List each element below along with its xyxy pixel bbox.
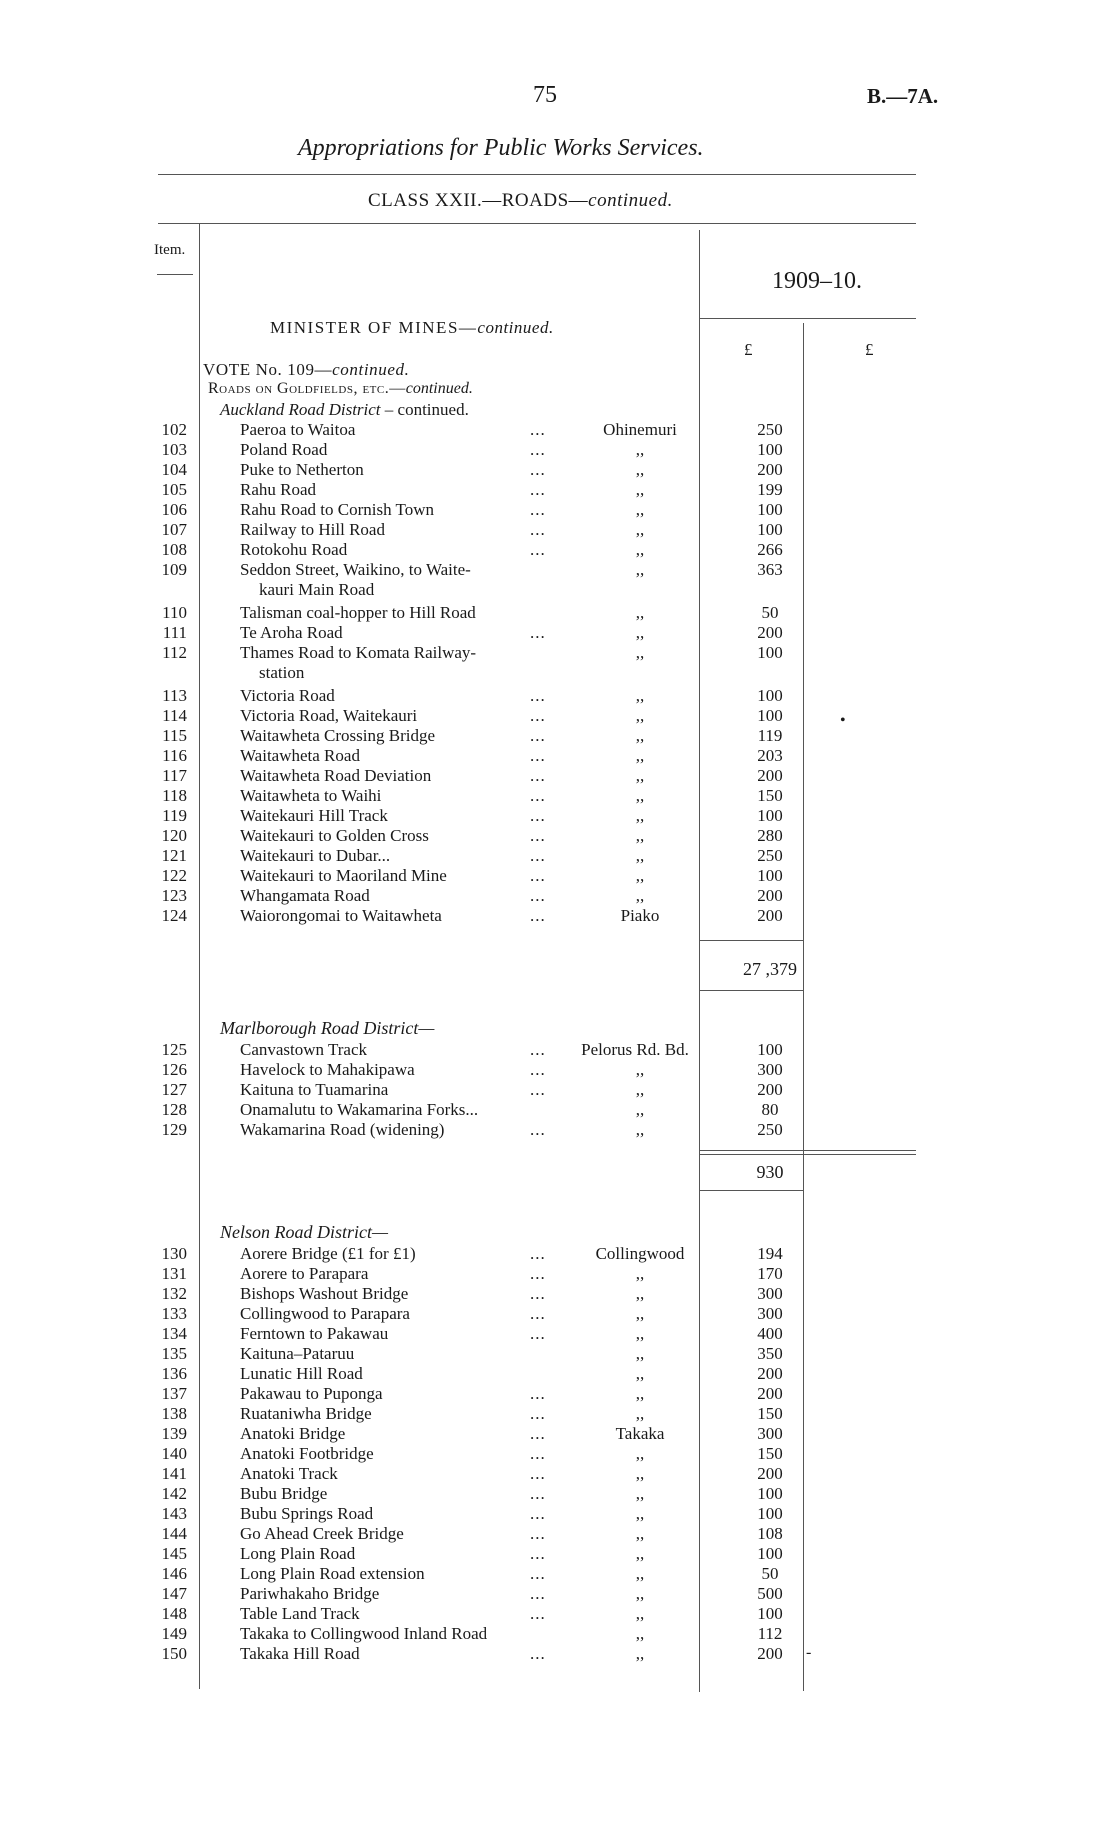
table-row: 129 Wakamarina Road (widening) ... ,, 250	[161, 1120, 783, 1139]
table-row: 121 Waitekauri to Dubar... ... ,, 250	[161, 846, 783, 865]
table-row: 127 Kaituna to Tuamarina ... ,, 200	[161, 1080, 783, 1099]
rule-under-heading	[158, 223, 916, 224]
table-row: 144 Go Ahead Creek Bridge ... ,, 108	[161, 1524, 783, 1543]
table-row: 139 Anatoki Bridge ... Takaka 300	[161, 1424, 783, 1443]
table-row: 142 Bubu Bridge ... ,, 100	[161, 1484, 783, 1503]
table-row: 108 Rotokohu Road ... ,, 266	[161, 540, 783, 559]
year-column-header: 1909–10.	[772, 268, 862, 294]
table-row: 148 Table Land Track ... ,, 100	[161, 1604, 783, 1623]
row-continuation: station	[259, 663, 305, 682]
district-total-marlborough: 930	[756, 1162, 784, 1182]
table-row: 132 Bishops Washout Bridge ... ,, 300	[161, 1284, 783, 1303]
subtotal-rule	[700, 1190, 803, 1191]
table-row: 140 Anatoki Footbridge ... ,, 150	[161, 1444, 783, 1463]
table-row: 130 Aorere Bridge (£1 for £1) ... Collingwood 194	[161, 1244, 783, 1263]
district-heading-marlborough: Marlborough Road District—	[220, 1018, 435, 1038]
table-row: 109 Seddon Street, Waikino, to Waite- ,, 363	[161, 560, 783, 579]
district-heading-auckland: Auckland Road District – continued.	[220, 400, 469, 419]
year-header-rule	[700, 318, 916, 319]
subtotal-rule	[700, 1150, 916, 1151]
table-row: 150 Takaka Hill Road ... ,, 200	[161, 1644, 783, 1663]
table-row: 118 Waitawheta to Waihi ... ,, 150	[162, 786, 783, 805]
page-number: 75	[533, 82, 557, 108]
table-row: 125 Canvastown Track ... Pelorus Rd. Bd. 100	[161, 1040, 783, 1059]
table-row: 134 Ferntown to Pakawau ... ,, 400	[161, 1324, 783, 1343]
table-row: 138 Ruataniwha Bridge ... ,, 150	[161, 1404, 783, 1423]
item-header-rule	[157, 274, 193, 275]
table-row: 119 Waitekauri Hill Track ... ,, 100	[162, 806, 783, 825]
table-row: 111 Te Aroha Road ... ,, 200	[162, 623, 783, 642]
table-row: 135 Kaituna–Pataruu ,, 350	[161, 1344, 783, 1363]
page-title: Appropriations for Public Works Services.	[298, 135, 704, 161]
table-row: 117 Waitawheta Road Deviation ... ,, 200	[162, 766, 783, 785]
subtotal-rule	[700, 1154, 916, 1155]
table-row: 122 Waitekauri to Maoriland Mine ... ,, 100	[161, 866, 783, 885]
table-row: 124 Waiorongomai to Waitawheta ... Piako 200	[161, 906, 783, 925]
table-row: 115 Waitawheta Crossing Bridge ... ,, 119	[162, 726, 783, 745]
table-row: 104 Puke to Netherton ... ,, 200	[161, 460, 783, 479]
table-row: 133 Collingwood to Parapara ... ,, 300	[161, 1304, 783, 1323]
table-row: 131 Aorere to Parapara ... ,, 170	[161, 1264, 783, 1283]
table-row: 105 Rahu Road ... ,, 199	[161, 480, 783, 499]
print-dot-mark: •	[840, 712, 846, 729]
table-row: 146 Long Plain Road extension ... ,, 50	[161, 1564, 779, 1583]
currency-header-2: £	[865, 340, 874, 359]
vote-heading: VOTE No. 109—continued.	[203, 360, 410, 379]
table-row: 128 Onamalutu to Wakamarina Forks... ,, 80	[161, 1100, 779, 1119]
table-row: 113 Victoria Road ... ,, 100	[162, 686, 783, 705]
table-row: 102 Paeroa to Waitoa ... Ohinemuri 250	[161, 420, 783, 439]
table-row: 141 Anatoki Track ... ,, 200	[161, 1464, 783, 1483]
district-total-auckland: 27 ,379	[743, 959, 797, 979]
table-row: 123 Whangamata Road ... ,, 200	[161, 886, 783, 905]
table-row: 103 Poland Road ... ,, 100	[161, 440, 783, 459]
subtotal-rule	[700, 990, 803, 991]
table-row: 116 Waitawheta Road ... ,, 203	[162, 746, 783, 765]
table-row: 110 Talisman coal-hopper to Hill Road ,, 50	[162, 603, 779, 622]
table-row: 106 Rahu Road to Cornish Town ... ,, 100	[161, 500, 783, 519]
table-row: 120 Waitekauri to Golden Cross ... ,, 280	[161, 826, 783, 845]
document-reference: B.—7A.	[867, 84, 939, 108]
row-continuation: kauri Main Road	[259, 580, 375, 599]
table-row: 149 Takaka to Collingwood Inland Road ,, 112	[161, 1624, 783, 1643]
class-heading: CLASS XXII.—ROADS—continued.	[368, 190, 673, 211]
table-row: 147 Pariwhakaho Bridge ... ,, 500	[161, 1584, 783, 1603]
table-row: 137 Pakawau to Puponga ... ,, 200	[161, 1384, 783, 1403]
rule-top	[158, 174, 916, 175]
table-row: 136 Lunatic Hill Road ,, 200	[161, 1364, 783, 1383]
table-row: 126 Havelock to Mahakipawa ... ,, 300	[161, 1060, 783, 1079]
table-row: 114 Victoria Road, Waitekauri ... ,, 100	[162, 706, 783, 725]
currency-header-1: £	[744, 340, 753, 359]
subtotal-rule	[700, 940, 803, 941]
roads-subheading: Roads on Goldfields, etc.—continued.	[208, 380, 473, 397]
table-row: 143 Bubu Springs Road ... ,, 100	[161, 1504, 783, 1523]
table-row: 107 Railway to Hill Road ... ,, 100	[161, 520, 783, 539]
item-column-header: Item.	[154, 242, 186, 258]
district-heading-nelson: Nelson Road District—	[220, 1222, 389, 1242]
print-dash-mark: -	[806, 1644, 812, 1661]
table-row: 112 Thames Road to Komata Railway- ,, 100	[162, 643, 783, 662]
minister-heading: MINISTER OF MINES—continued.	[270, 318, 554, 337]
table-row: 145 Long Plain Road ... ,, 100	[161, 1544, 783, 1563]
